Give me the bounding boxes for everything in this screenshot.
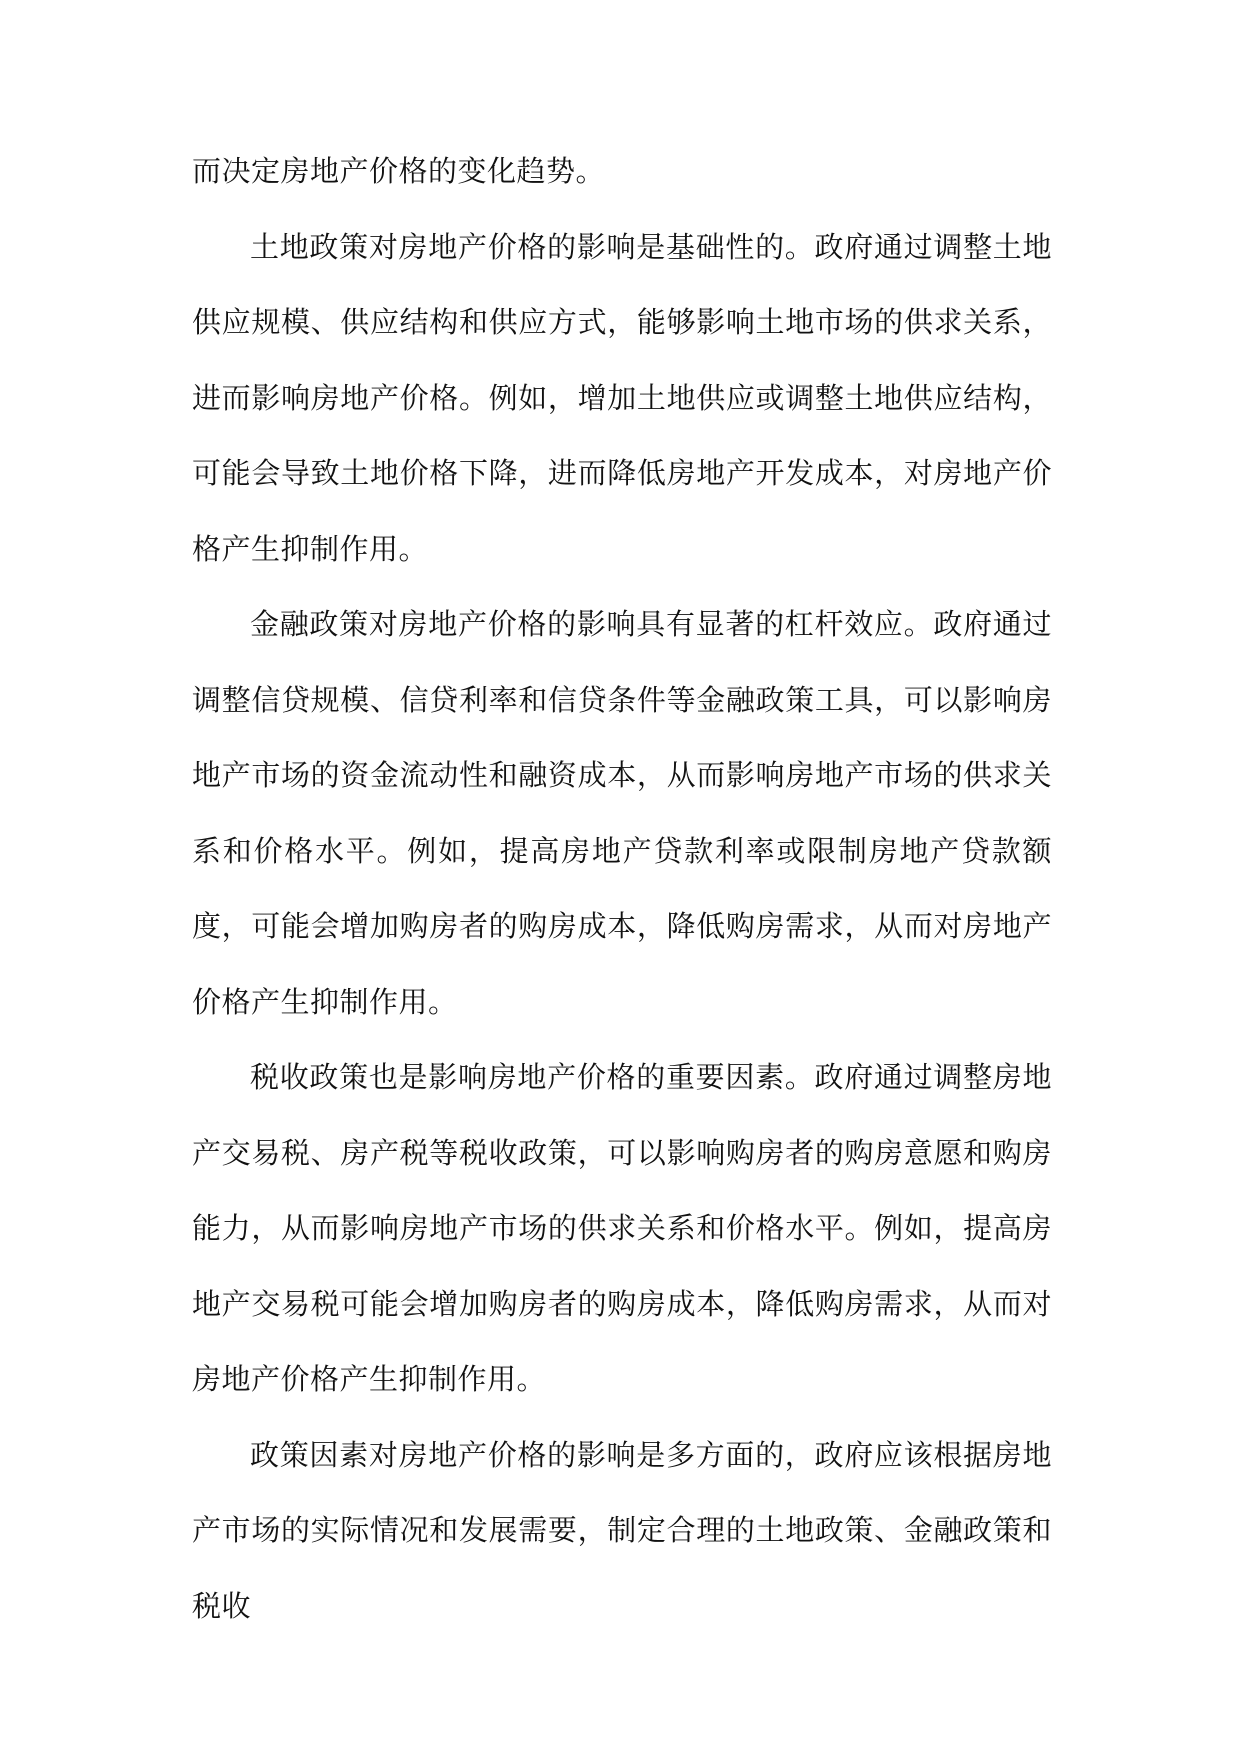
paragraph-land-policy: 土地政策对房地产价格的影响是基础性的。政府通过调整土地供应规模、供应结构和供应方式，能够影响土地市场的供求关系，进而影响房地产价格。例如，增加土地供应或调整土地供应结构，可能会导致土地价格下降，进而降低房地产开发成本，对房地产价格产生抑制作用。 [192,229,1052,566]
paragraph-policy-summary: 政策因素对房地产价格的影响是多方面的，政府应该根据房地产市场的实际情况和发展需要，制定合理的土地政策、金融政策和税收 [192,1437,1052,1623]
body-text [192,134,1052,1644]
paragraph-continuation: 而决定房地产价格的变化趋势。 [192,154,606,188]
paragraph-tax-policy: 税收政策也是影响房地产价格的重要因素。政府通过调整房地产交易税、房产税等税收政策，可以影响购房者的购房意愿和购房能力，从而影响房地产市场的供求关系和价格水平。例如，提高房地产交易税可能会增加购房者的购房成本，降低购房需求，从而对房地产价格产生抑制作用。 [192,1060,1052,1396]
paragraph-financial-policy: 金融政策对房地产价格的影响具有显著的杠杆效应。政府通过调整信贷规模、信贷利率和信贷条件等金融政策工具，可以影响房地产市场的资金流动性和融资成本，从而影响房地产市场的供求关系和价格水平。例如，提高房地产贷款利率或限制房地产贷款额度，可能会增加购房者的购房成本，降低购房需求，从而对房地产价格产生抑制作用。 [192,607,1052,1019]
